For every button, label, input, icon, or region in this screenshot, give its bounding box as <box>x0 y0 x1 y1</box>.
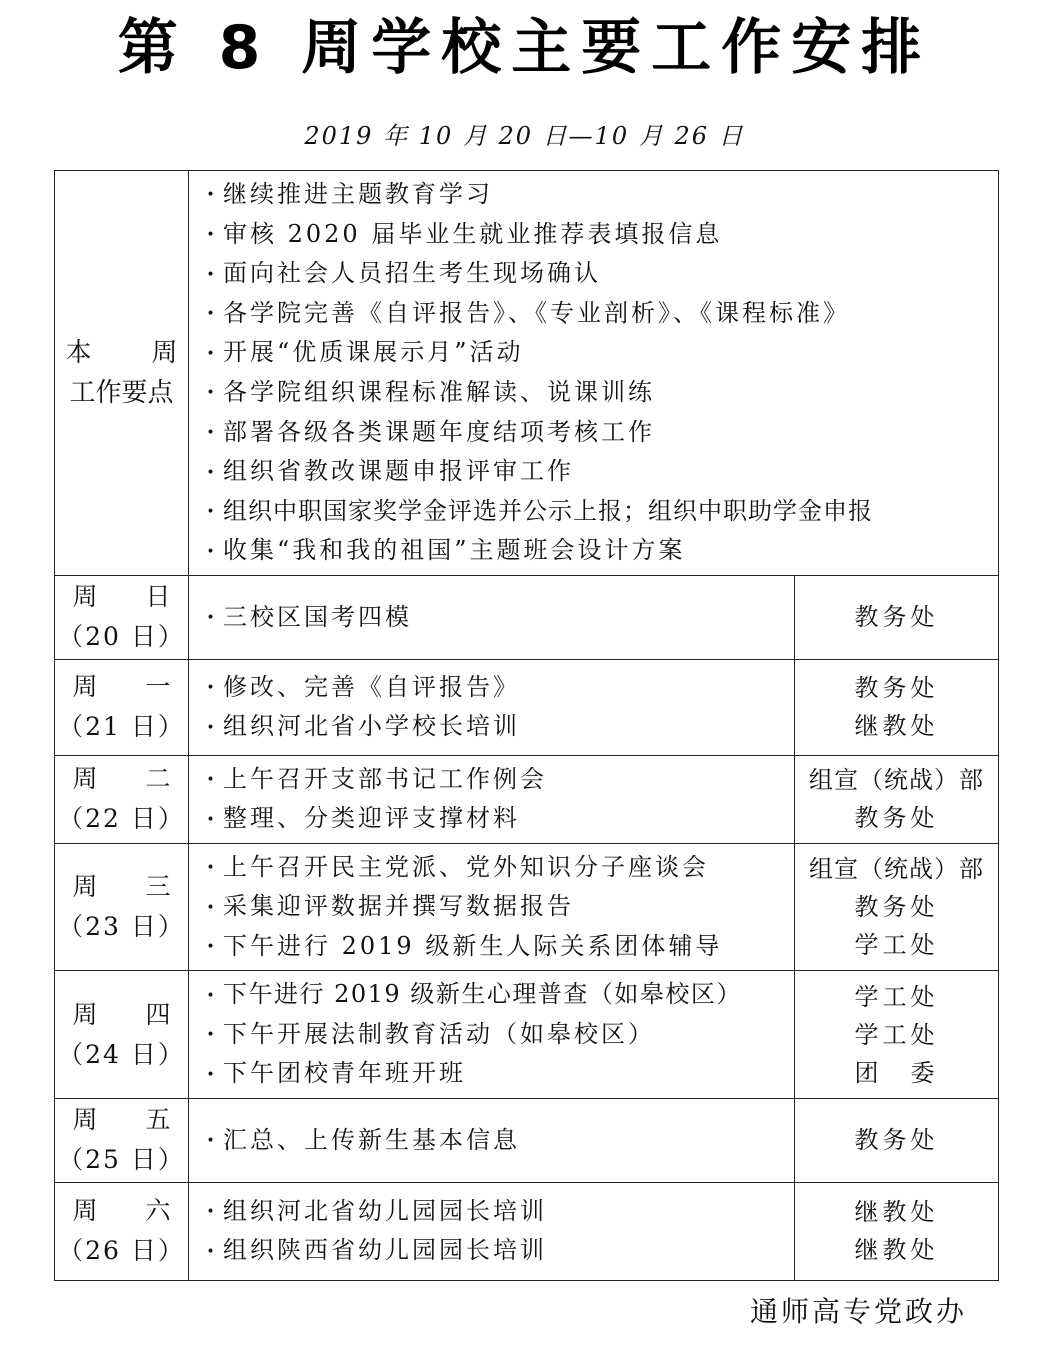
day-cell: 周 四 （24 日） <box>55 971 189 1099</box>
bullet-icon: • <box>206 1066 218 1083</box>
dept-cell: 组宣（统战）部 教务处 <box>795 755 999 843</box>
overview-row <box>55 171 999 576</box>
list-item: • 部署各级各类课题年度结项考核工作 <box>201 413 998 453</box>
list-item: • 三校区国考四模 <box>201 598 794 638</box>
list-item: • 各学院组织课程标准解读、说课训练 <box>201 373 998 413</box>
bullet-icon: • <box>206 187 218 204</box>
list-item: • 上午召开民主党派、党外知识分子座谈会 <box>201 848 794 888</box>
day-items-cell <box>189 971 795 1099</box>
day-items-cell <box>189 1098 795 1182</box>
list-item: • 面向社会人员招生考生现场确认 <box>201 254 998 294</box>
day-date: （24 日） <box>58 1039 185 1069</box>
day-cell: 周 五 （25 日） <box>55 1098 189 1182</box>
day-row-monday <box>55 659 999 755</box>
overview-label-char-b: 周 <box>151 337 178 368</box>
day-items-cell <box>189 659 795 755</box>
list-item: • 下午进行 2019 级新生人际关系团体辅导 <box>201 927 794 967</box>
overview-label-line2: 工作要点 <box>69 377 174 408</box>
list-item: • 下午团校青年班开班 <box>201 1054 794 1094</box>
overview-items-cell <box>189 171 999 576</box>
bullet-icon: • <box>206 899 218 916</box>
overview-label-char-a: 本 <box>65 337 92 368</box>
dept-cell: 继教处 继教处 <box>795 1182 999 1280</box>
bullet-icon: • <box>206 1204 218 1221</box>
list-item: • 采集迎评数据并撰写数据报告 <box>201 887 794 927</box>
day-row-friday <box>55 1098 999 1182</box>
list-item: • 下午进行 2019 级新生心理普查（如皋校区） <box>201 975 794 1015</box>
day-row-wednesday <box>55 843 999 971</box>
bullet-icon: • <box>206 345 218 362</box>
bullet-icon: • <box>206 939 218 956</box>
overview-label-line1 <box>55 333 188 373</box>
day-items-cell <box>189 1182 795 1280</box>
bullet-icon: • <box>206 543 218 560</box>
bullet-icon: • <box>206 464 218 481</box>
bullet-icon: • <box>206 811 218 828</box>
list-item: • 组织河北省小学校长培训 <box>201 707 794 747</box>
list-item: • 整理、分类迎评支撑材料 <box>201 799 794 839</box>
signature: 通师高专党政办 <box>749 1295 967 1328</box>
list-item: • 收集“我和我的祖国”主题班会设计方案 <box>201 531 998 571</box>
dept-cell: 教务处 <box>795 575 999 659</box>
day-date: （26 日） <box>58 1236 185 1266</box>
dept-cell: 学工处 学工处 团 委 <box>795 971 999 1099</box>
bullet-icon: • <box>206 266 218 283</box>
dept-cell: 教务处 继教处 <box>795 659 999 755</box>
day-date: （21 日） <box>58 712 185 742</box>
list-item: • 组织省教改课题申报评审工作 <box>201 452 998 492</box>
day-date: （23 日） <box>58 912 185 942</box>
day-cell: 周 日 （20 日） <box>55 575 189 659</box>
bullet-icon: • <box>206 1027 218 1044</box>
list-item: • 各学院完善《自评报告》、《专业剖析》、《课程标准》 <box>201 294 998 334</box>
day-row-sunday <box>55 575 999 659</box>
day-cell: 周 一 （21 日） <box>55 659 189 755</box>
bullet-icon: • <box>206 860 218 877</box>
bullet-icon: • <box>206 987 218 1004</box>
dept-cell: 教务处 <box>795 1098 999 1182</box>
bullet-icon: • <box>206 385 218 402</box>
day-cell: 周 六 （26 日） <box>55 1182 189 1280</box>
bullet-icon: • <box>206 1133 218 1150</box>
bullet-icon: • <box>206 772 218 789</box>
bullet-icon: • <box>206 680 218 697</box>
list-item: • 组织中职国家奖学金评选并公示上报；组织中职助学金申报 <box>201 492 998 532</box>
bullet-icon: • <box>206 226 218 243</box>
list-item: • 开展“优质课展示月”活动 <box>201 333 998 373</box>
overview-list <box>189 171 998 575</box>
day-items-cell <box>189 843 795 971</box>
bullet-icon: • <box>206 424 218 441</box>
bullet-icon: • <box>206 719 218 736</box>
day-cell: 周 三 （23 日） <box>55 843 189 971</box>
page-title: 第 8 周学校主要工作安排 <box>117 13 932 83</box>
bullet-icon: • <box>206 1243 218 1260</box>
day-row-saturday <box>55 1182 999 1280</box>
schedule-table <box>54 170 999 1281</box>
bullet-icon: • <box>206 504 218 521</box>
date-range: 2019 年 10 月 20 日—10 月 26 日 <box>304 122 745 150</box>
day-date: （25 日） <box>58 1145 185 1175</box>
bullet-icon: • <box>206 610 218 627</box>
list-item: • 组织陕西省幼儿园园长培训 <box>201 1231 794 1271</box>
day-row-thursday <box>55 971 999 1099</box>
list-item: • 审核 2020 届毕业生就业推荐表填报信息 <box>201 215 998 255</box>
list-item: • 继续推进主题教育学习 <box>201 175 998 215</box>
list-item: • 下午开展法制教育活动（如皋校区） <box>201 1015 794 1055</box>
day-date: （22 日） <box>58 804 185 834</box>
day-row-tuesday <box>55 755 999 843</box>
bullet-icon: • <box>206 306 218 323</box>
overview-label <box>55 171 189 576</box>
list-item: • 修改、完善《自评报告》 <box>201 668 794 708</box>
day-items-cell <box>189 755 795 843</box>
list-item: • 汇总、上传新生基本信息 <box>201 1121 794 1161</box>
dept-cell: 组宣（统战）部 教务处 学工处 <box>795 843 999 971</box>
day-date: （20 日） <box>58 622 185 652</box>
list-item: • 上午召开支部书记工作例会 <box>201 760 794 800</box>
day-items-cell <box>189 575 795 659</box>
list-item: • 组织河北省幼儿园园长培训 <box>201 1192 794 1232</box>
day-cell: 周 二 （22 日） <box>55 755 189 843</box>
